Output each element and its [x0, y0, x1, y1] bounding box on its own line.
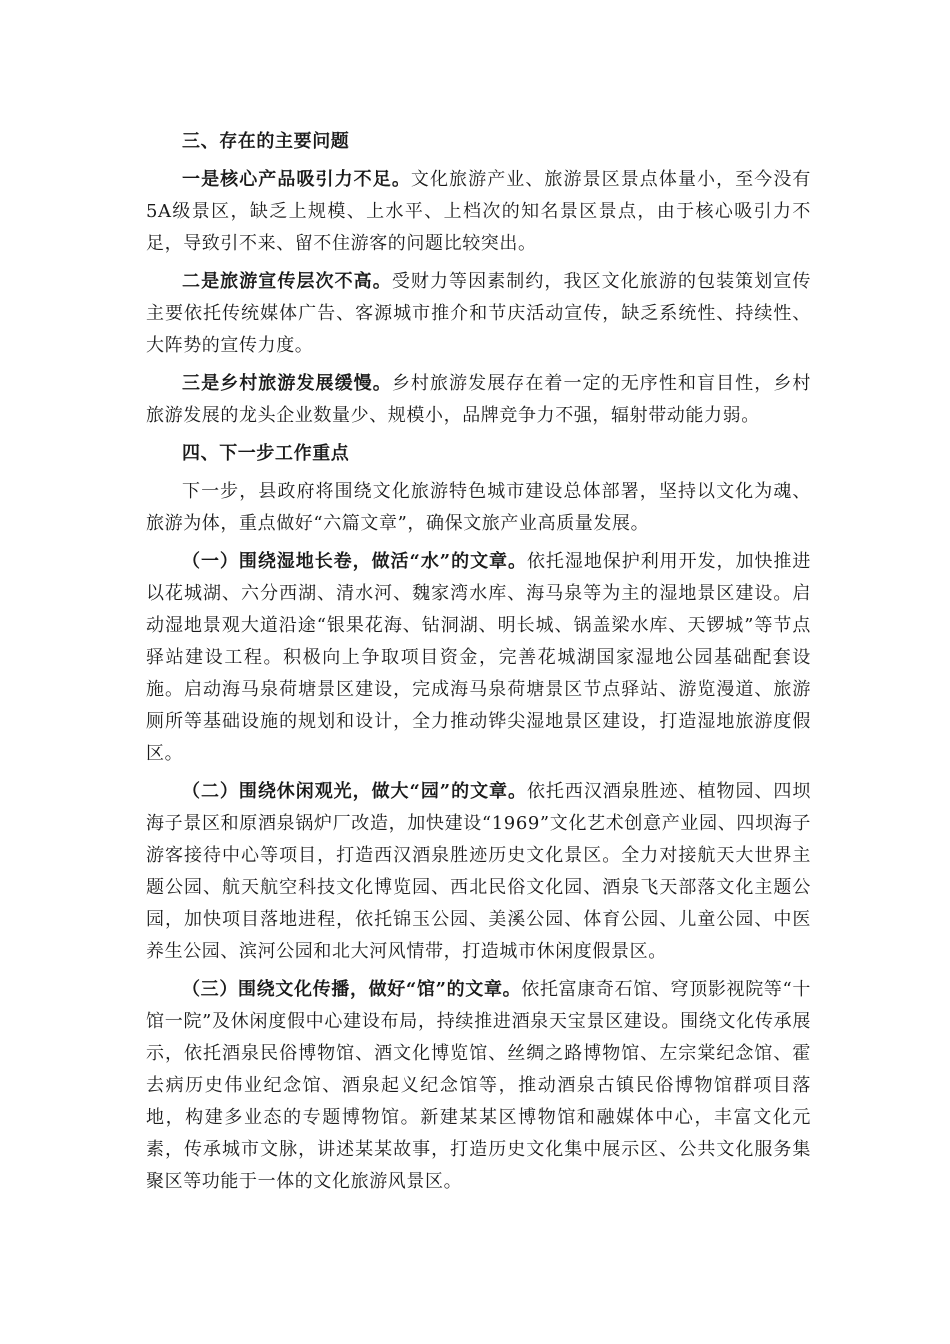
problem-body-1: 文化旅游产业、旅游景区景点体量小，至今没有5A级景区，缺乏上规模、上水平、上档次的知名景区景点，由于核心吸引力不足，导致引不来、留不住游客的问题比较突出。	[146, 169, 811, 254]
problem-paragraph-2	[146, 266, 811, 362]
task-lead-2: （二）围绕休闲观光，做大“园”的文章。	[182, 781, 527, 802]
problem-lead-3: 三是乡村旅游发展缓慢。	[182, 373, 392, 394]
problem-lead-2: 二是旅游宣传层次不高。	[182, 271, 392, 292]
section-heading-next-steps: 四、下一步工作重点	[182, 443, 350, 464]
section-heading-problems: 三、存在的主要问题	[182, 131, 350, 152]
task-paragraph-3	[146, 974, 811, 1198]
task-lead-1: （一）围绕湿地长卷，做活“水”的文章。	[182, 551, 527, 572]
task-paragraph-2	[146, 776, 811, 968]
task-body-3: 依托富康奇石馆、穹顶影视院等“十馆一院”及休闲度假中心建设布局，持续推进酒泉天宝景区建设。围绕文化传承展示，依托酒泉民俗博物馆、酒文化博览馆、丝绸之路博物馆、左宗棠纪念馆、霍去病历史伟业纪念馆、酒泉起义纪念馆等，推动酒泉古镇民俗博物馆群项目落地，构建多业态的专题博物馆。新建某某区博物馆和融媒体中心，丰富文化元素，传承城市文脉，讲述某某故事，打造历史文化集中展示区、公共文化服务集聚区等功能于一体的文化旅游风景区。	[146, 979, 811, 1192]
document-body	[146, 126, 811, 1204]
problem-body-3: 乡村旅游发展存在着一定的无序性和盲目性，乡村旅游发展的龙头企业数量少、规模小，品牌竞争力不强，辐射带动能力弱。	[146, 373, 811, 426]
problem-paragraph-1	[146, 164, 811, 260]
problem-paragraph-3	[146, 368, 811, 432]
task-body-2: 依托西汉酒泉胜迹、植物园、四坝海子景区和原酒泉锅炉厂改造，加快建设“1969”文化艺术创意产业园、四坝海子游客接待中心等项目，打造西汉酒泉胜迹历史文化景区。全力对接航天大世界主题公园、航天航空科技文化博览园、西北民俗文化园、酒泉飞天部落文化主题公园，加快项目落地进程，依托锦玉公园、美溪公园、体育公园、儿童公园、中医养生公园、滨河公园和北大河风情带，打造城市休闲度假景区。	[146, 781, 811, 962]
task-paragraph-1	[146, 546, 811, 770]
problem-body-2: 受财力等因素制约，我区文化旅游的包装策划宣传主要依托传统媒体广告、客源城市推介和节庆活动宣传，缺乏系统性、持续性、大阵势的宣传力度。	[146, 271, 811, 356]
task-lead-3: （三）围绕文化传播，做好“馆”的文章。	[182, 979, 522, 1000]
next-steps-intro: 下一步，县政府将围绕文化旅游特色城市建设总体部署，坚持以文化为魂、旅游为体，重点做好“六篇文章”，确保文旅产业高质量发展。	[146, 481, 811, 534]
problem-lead-1: 一是核心产品吸引力不足。	[182, 169, 411, 190]
task-body-1: 依托湿地保护利用开发，加快推进以花城湖、六分西湖、清水河、魏家湾水库、海马泉等为主的湿地景区建设。启动湿地景观大道沿途“银果花海、钻洞湖、明长城、锅盖梁水库、天锣城”等节点驿站建设工程。积极向上争取项目资金，完善花城湖国家湿地公园基础配套设施。启动海马泉荷塘景区建设，完成海马泉荷塘景区节点驿站、游览漫道、旅游厕所等基础设施的规划和设计，全力推动铧尖湿地景区建设，打造湿地旅游度假区。	[146, 551, 811, 764]
